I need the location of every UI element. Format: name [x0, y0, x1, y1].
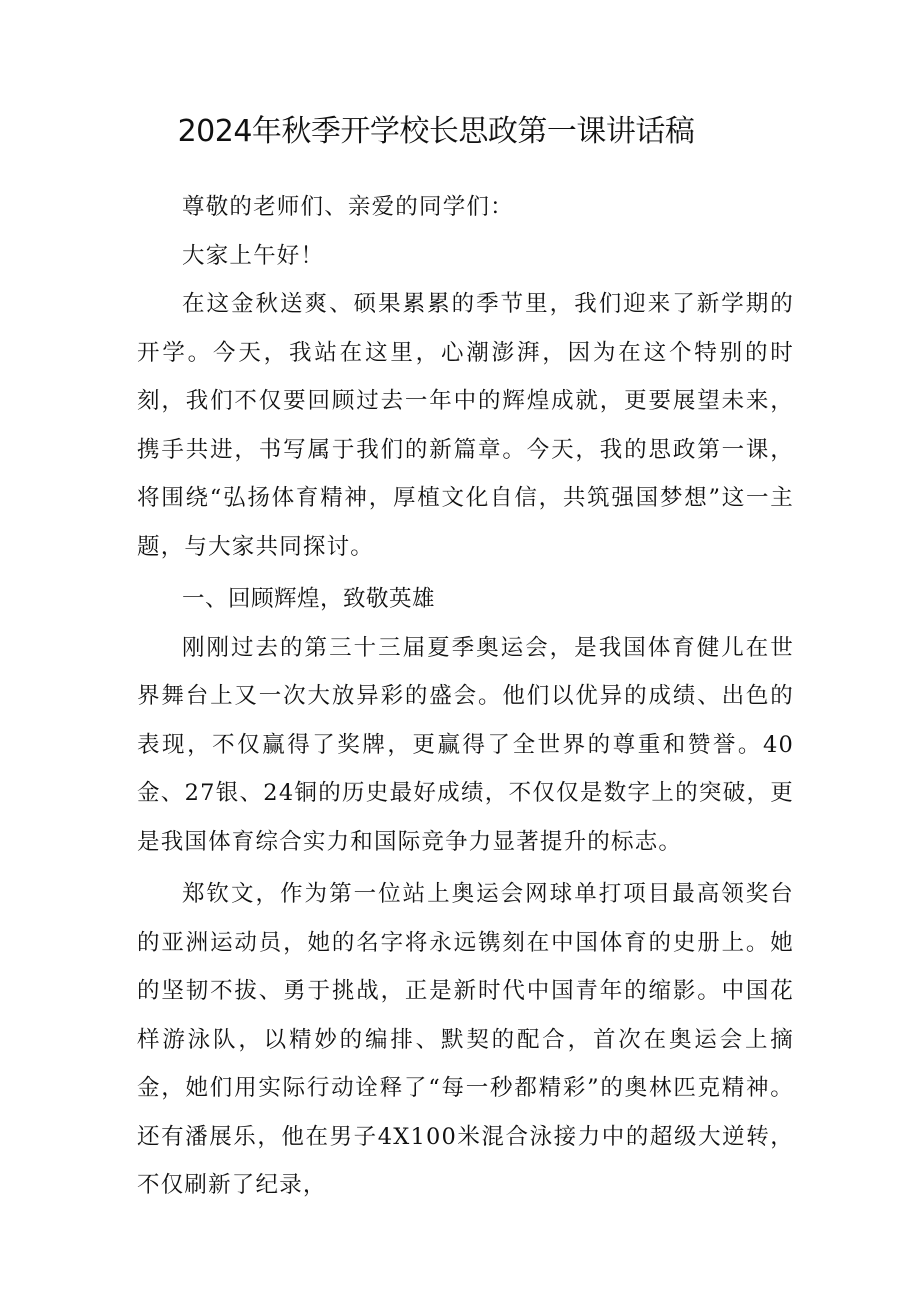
section-heading: 一、回顾辉煌，致敬英雄	[182, 586, 436, 612]
section-paragraph-2: 郑钦文，作为第一位站上奥运会网球单打项目最高领奖台的亚洲运动员，她的名字将永远镌刻在中国体育的史册上。她的坚韧不拔、勇于挑战，正是新时代中国青年的缩影。中国花样游泳队，以精妙的编排、默契的配合，首次在奥运会上摘金，她们用实际行动诠释了“每一秒都精彩”的奥林匹克精神。还有潘展乐，他在男子4X100米混合泳接力中的超级大逆转，不仅刷新了纪录，	[137, 881, 794, 1198]
section-paragraph-1: 刚刚过去的第三十三届夏季奥运会，是我国体育健儿在世界舞台上又一次大放异彩的盛会。他们以优异的成绩、出色的表现，不仅赢得了奖牌，更赢得了全世界的尊重和赞誉。40金、27银、24铜的历史最好成绩，不仅仅是数字上的突破，更是我国体育综合实力和国际竞争力显著提升的标志。	[137, 634, 794, 855]
document-title: 2024年秋季开学校长思政第一课讲话稿	[177, 114, 695, 149]
greeting: 大家上午好！	[182, 242, 325, 269]
intro-paragraph: 在这金秋送爽、硕果累累的季节里，我们迎来了新学期的开学。今天，我站在这里，心潮澎湃，因为在这个特别的时刻，我们不仅要回顾过去一年中的辉煌成就，更要展望未来，携手共进，书写属于我们的新篇章。今天，我的思政第一课，将围绕“弘扬体育精神，厚植文化自信，共筑强国梦想”这一主题，与大家共同探讨。	[137, 291, 794, 560]
salutation: 尊敬的老师们、亲爱的同学们：	[182, 194, 514, 220]
document-body	[137, 183, 794, 1210]
